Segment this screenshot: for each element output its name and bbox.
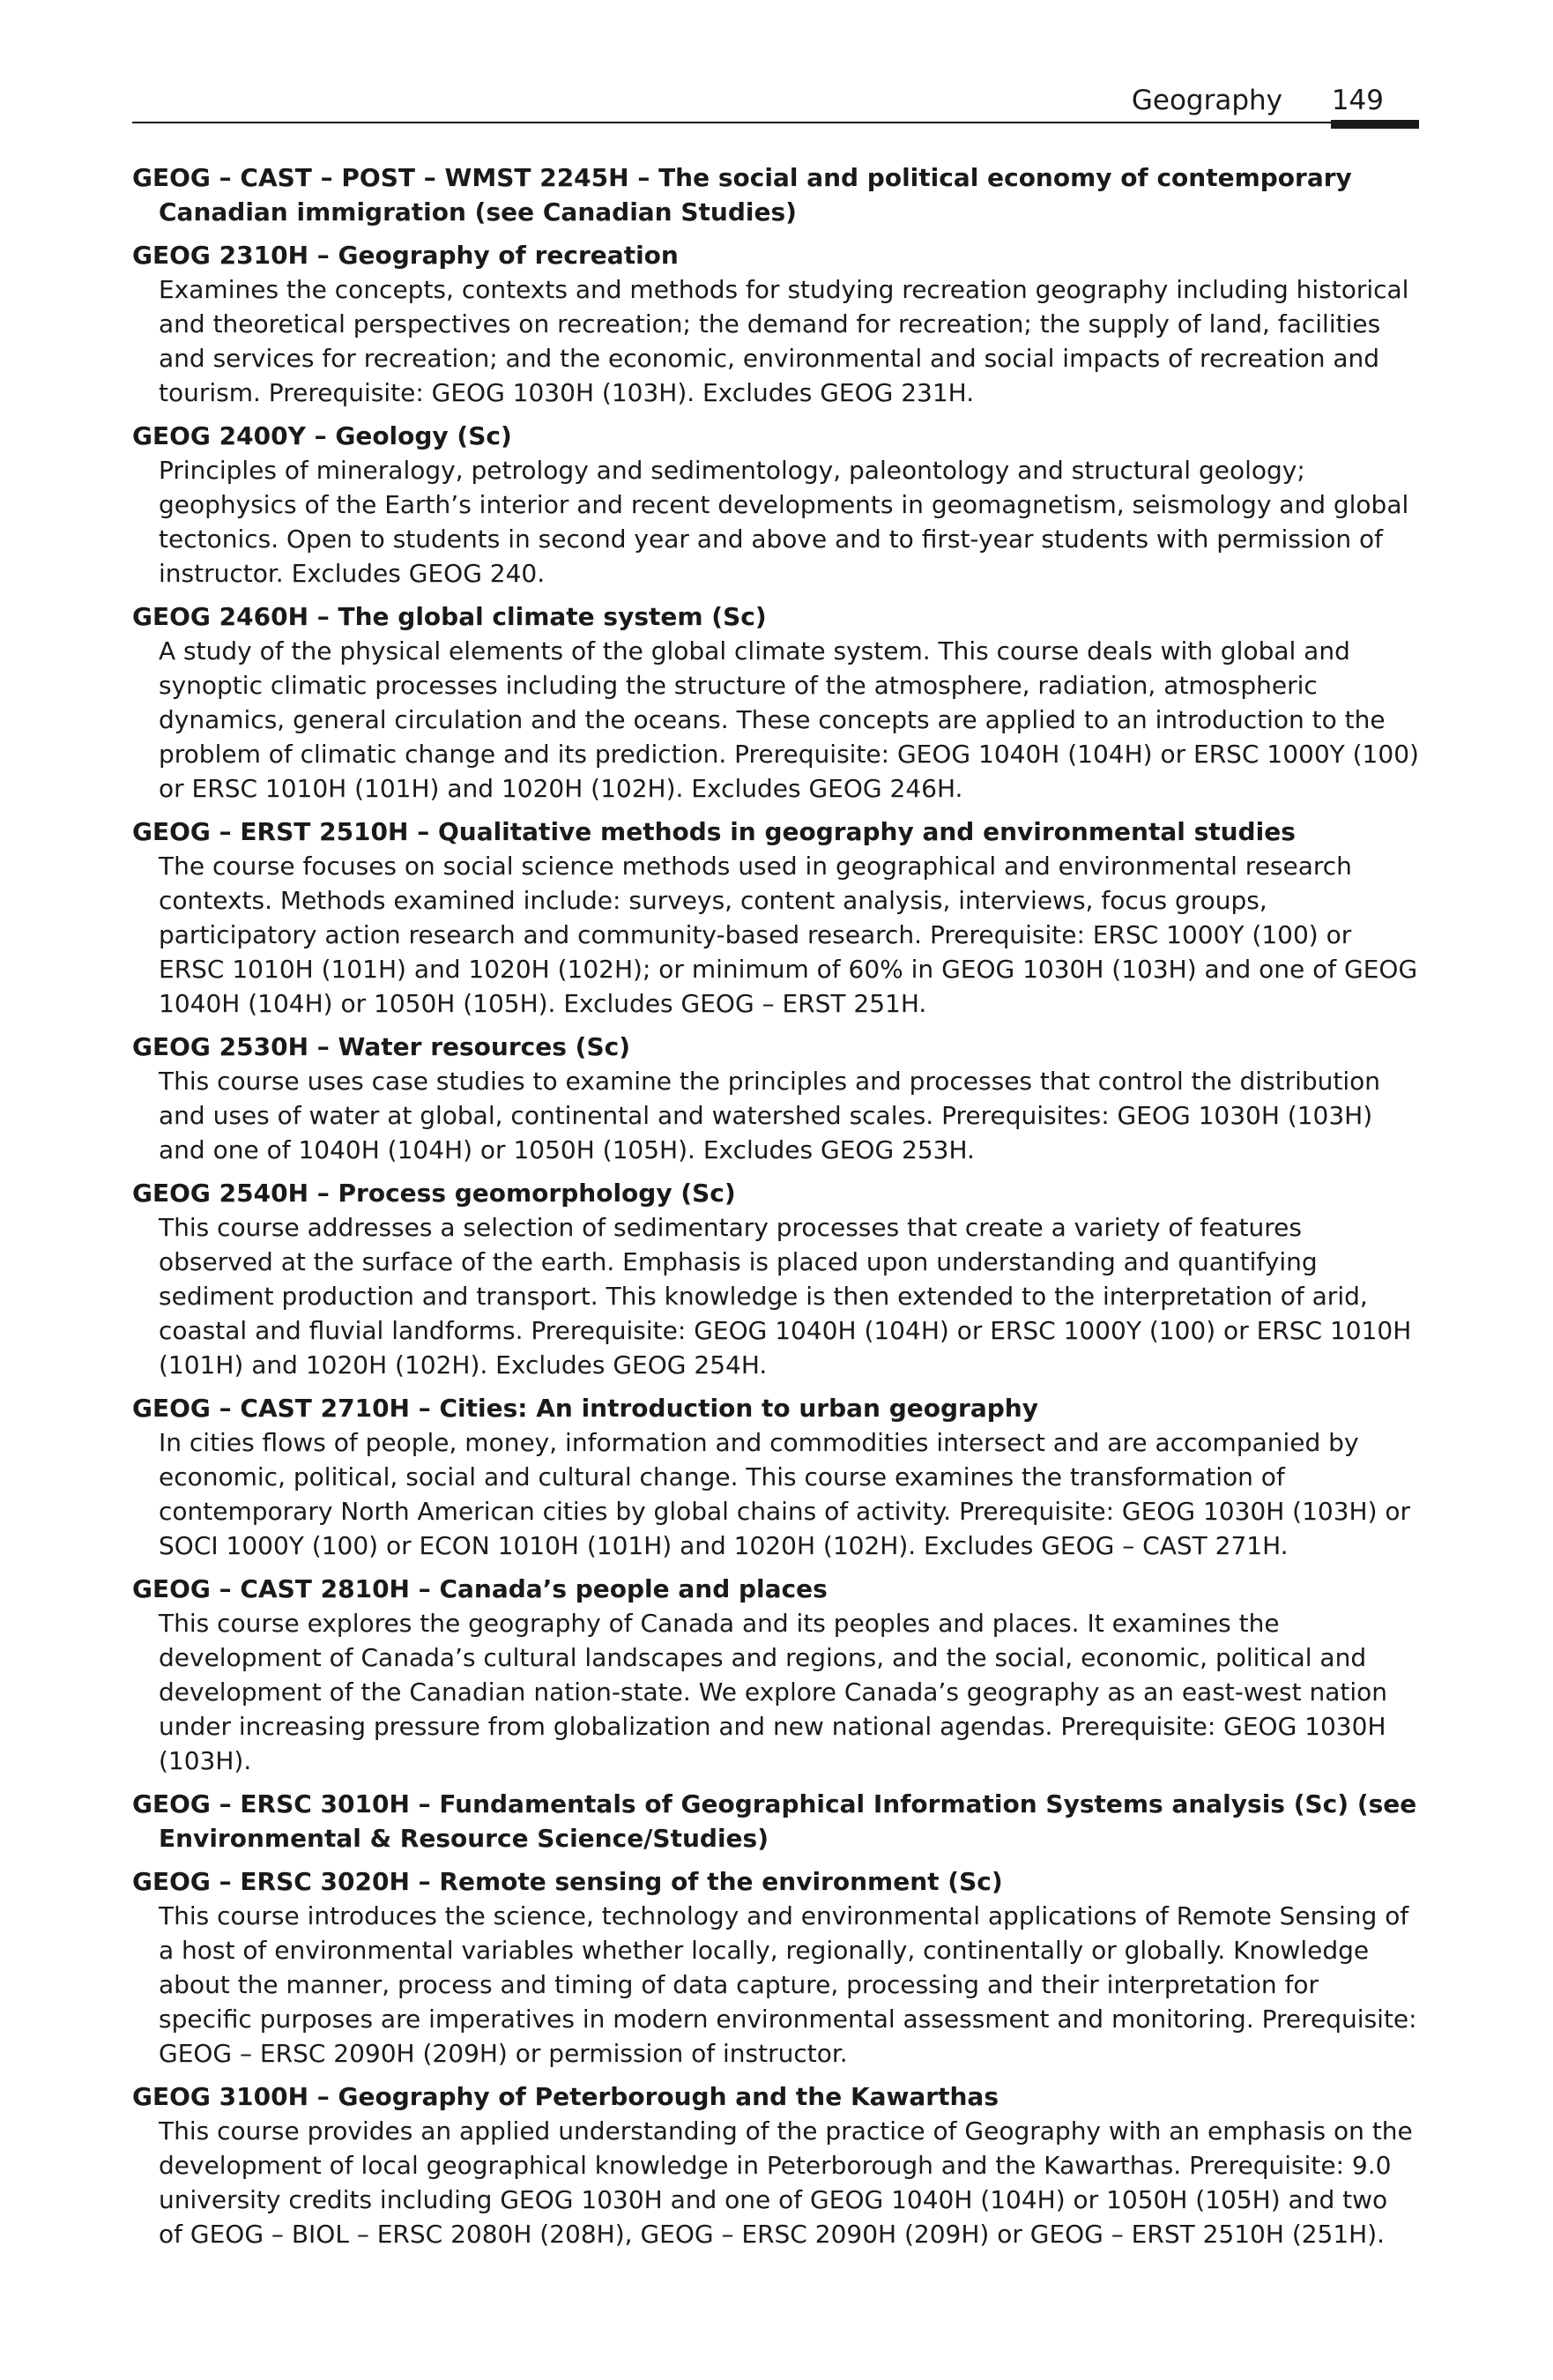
course-title: GEOG 3100H – Geography of Peterborough and the Kawarthas xyxy=(132,2082,999,2111)
course-entry xyxy=(132,1176,1419,1382)
course-title: GEOG 2400Y – Geology (Sc) xyxy=(132,421,512,450)
course-title: GEOG – CAST 2710H – Cities: An introduction to urban geography xyxy=(132,1394,1038,1423)
course-description: In cities flows of people, money, information and commodities intersect and are accompanied by economic, political, social and cultural change. This course examines the transformation of contemporary North American cities by global chains of activity. Prerequisite: GEOG 1030H (103H) or SOCI 1000Y (100) or ECON 1010H (101H) and 1020H (102H). Excludes GEOG – CAST 271H. xyxy=(159,1428,1411,1560)
course-description: This course uses case studies to examine the principles and processes that control the distribution and uses of water at global, continental and watershed scales. Prerequisites: GEOG 1030H (103H) and one of 1040H (104H) or 1050H (105H). Excludes GEOG 253H. xyxy=(159,1067,1381,1164)
course-title: GEOG – CAST 2810H – Canada’s people and places xyxy=(132,1574,828,1603)
course-entry xyxy=(132,1864,1419,2071)
course-title: GEOG 2540H – Process geomorphology (Sc) xyxy=(132,1179,736,1208)
course-description: The course focuses on social science methods used in geographical and environmental research contexts. Methods examined include: surveys, content analysis, interviews, focus groups, participatory action research and community-based research. Prerequisite: ERSC 1000Y (100) or ERSC 1010H (101H) and 1020H (102H); or minimum of 60% in GEOG 1030H (103H) and one of GEOG 1040H (104H) or 1050H (105H). Excludes GEOG – ERST 251H. xyxy=(159,852,1418,1018)
course-entry xyxy=(132,419,1419,591)
course-title: GEOG – ERSC 3010H – Fundamentals of Geographical Information Systems analysis (Sc) (see Environmental & Resource Science/Studies) xyxy=(132,1789,1417,1853)
header-rule xyxy=(132,122,1375,123)
course-entry xyxy=(132,160,1419,229)
course-description: A study of the physical elements of the global climate system. This course deals with global and synoptic climatic processes including the structure of the atmosphere, radiation, atmospheric dynamics, general circulation and the oceans. These concepts are applied to an introduction to the problem of climatic change and its prediction. Prerequisite: GEOG 1040H (104H) or ERSC 1000Y (100) or ERSC 1010H (101H) and 1020H (102H). Excludes GEOG 246H. xyxy=(159,636,1419,803)
course-title: GEOG 2310H – Geography of recreation xyxy=(132,241,679,270)
course-entry xyxy=(132,1030,1419,1167)
section-title: Geography xyxy=(1131,85,1282,116)
course-title: GEOG – CAST – POST – WMST 2245H – The social and political economy of contemporary Canadian immigration (see Canadian Studies) xyxy=(132,163,1352,227)
course-description: This course addresses a selection of sedimentary processes that create a variety of features observed at the surface of the earth. Emphasis is placed upon understanding and quantifying sediment production and transport. This knowledge is then extended to the interpretation of arid, coastal and fluvial landforms. Prerequisite: GEOG 1040H (104H) or ERSC 1000Y (100) or ERSC 1010H (101H) and 1020H (102H). Excludes GEOG 254H. xyxy=(159,1213,1412,1380)
course-description: Principles of mineralogy, petrology and sedimentology, paleontology and structural geology; geophysics of the Earth’s interior and recent developments in geomagnetism, seismology and global tectonics. Open to students in second year and above and to first-year students with permission of instructor. Excludes GEOG 240. xyxy=(159,456,1409,588)
course-title: GEOG – ERSC 3020H – Remote sensing of the environment (Sc) xyxy=(132,1867,1003,1896)
header-tab-bar xyxy=(1331,120,1419,129)
course-title: GEOG 2460H – The global climate system (Sc) xyxy=(132,602,767,631)
course-entry xyxy=(132,238,1419,410)
course-entry xyxy=(132,2079,1419,2251)
course-entry xyxy=(132,1787,1419,1856)
page-number: 149 xyxy=(1331,85,1384,116)
course-title: GEOG – ERST 2510H – Qualitative methods in geography and environmental studies xyxy=(132,817,1296,846)
course-description: This course provides an applied understanding of the practice of Geography with an emphasis on the development of local geographical knowledge in Peterborough and the Kawarthas. Prerequisite: 9.0 university credits including GEOG 1030H and one of GEOG 1040H (104H) or 1050H (105H) and two of GEOG – BIOL – ERSC 2080H (208H), GEOG – ERSC 2090H (209H) or GEOG – ERST 2510H (251H). xyxy=(159,2116,1413,2249)
course-description: This course explores the geography of Canada and its peoples and places. It examines the development of Canada’s cultural landscapes and regions, and the social, economic, political and development of the Canadian nation-state. We explore Canada’s geography as an east-west nation under increasing pressure from globalization and new national agendas. Prerequisite: GEOG 1030H (103H). xyxy=(159,1609,1388,1775)
course-entry xyxy=(132,1391,1419,1563)
course-description: Examines the concepts, contexts and methods for studying recreation geography including historical and theoretical perspectives on recreation; the demand for recreation; the supply of land, facilities and services for recreation; and the economic, environmental and social impacts of recreation and tourism. Prerequisite: GEOG 1030H (103H). Excludes GEOG 231H. xyxy=(159,275,1409,407)
page-header xyxy=(132,78,1419,130)
course-entry xyxy=(132,814,1419,1021)
course-entry xyxy=(132,1572,1419,1778)
course-entry xyxy=(132,599,1419,806)
course-description: This course introduces the science, technology and environmental applications of Remote Sensing of a host of environmental variables whether locally, regionally, continentally or globally. Knowledge about the manner, process and timing of data capture, processing and their interpretation for specific purposes are imperatives in modern environmental assessment and monitoring. Prerequisite: GEOG – ERSC 2090H (209H) or permission of instructor. xyxy=(159,1901,1417,2068)
course-title: GEOG 2530H – Water resources (Sc) xyxy=(132,1032,631,1061)
course-list xyxy=(132,160,1419,2260)
